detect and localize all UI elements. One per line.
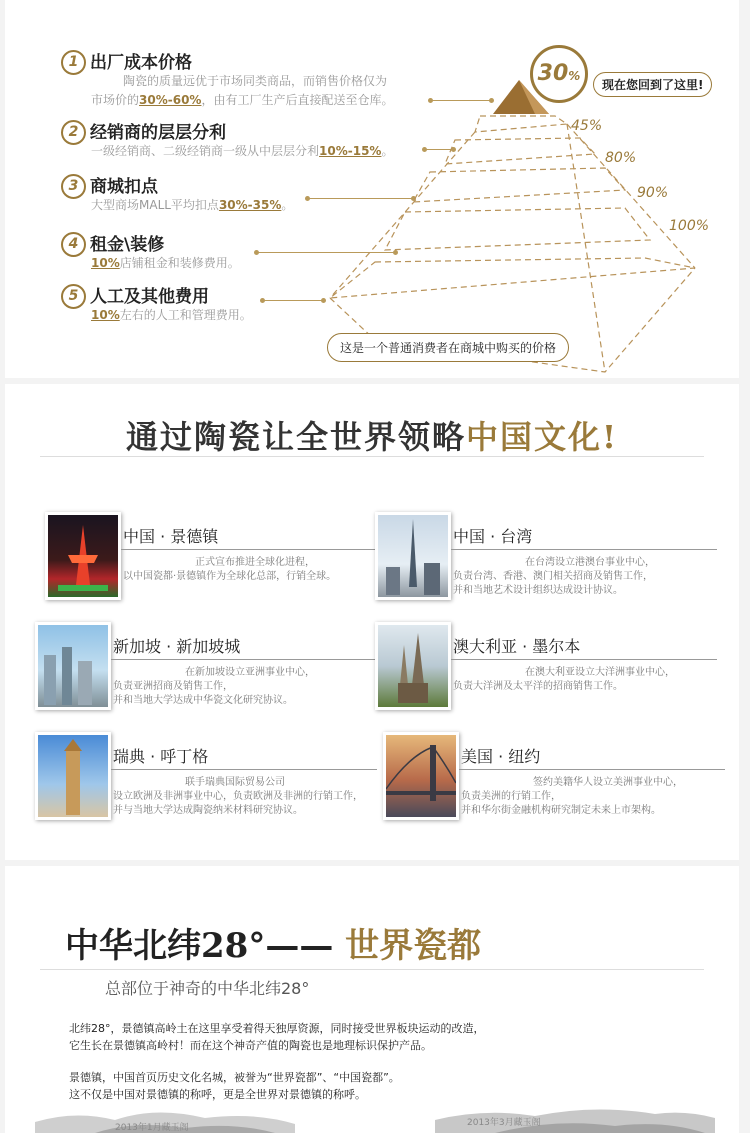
you-are-here-callout: 现在您回到了这里! [593,72,712,97]
step-desc: 10%左右的人工和管理费用。 [91,308,252,322]
pyramid-layer-4 [385,208,650,250]
location-singapore [35,622,365,722]
city-photo [45,512,121,600]
step-title: 人工及其他费用 [90,287,209,307]
location-desc: 在新加坡设立亚洲事业中心， 负责亚洲招商及销售工作， 并和当地大学达成中华瓷文化研究协议。 [113,667,315,706]
step-number: 3 [61,174,86,199]
price-badge: 30% [530,45,588,103]
city-photo [383,732,459,820]
step-number: 5 [61,284,86,309]
title-underline [451,549,717,550]
location-melbourne [375,622,705,722]
location-jingdezhen [45,512,375,612]
location-desc: 在台湾设立港澳台事业中心， 负责台湾、香港、澳门相关招商及销售工作， 并和当地艺术设计组织达成设计协议。 [453,557,655,596]
location-title: 瑞典 · 呼丁格 [113,747,209,766]
title-underline [459,769,725,770]
location-title: 美国 · 纽约 [461,747,541,766]
step-title: 经销商的层层分利 [90,123,226,143]
location-new-york [383,732,713,832]
location-title: 新加坡 · 新加坡城 [113,637,241,656]
location-title: 中国 · 景德镇 [123,527,219,546]
title-underline [111,769,377,770]
photo-caption: 2013年3月藏玉阁 [467,1118,541,1128]
level-label: 45% [571,118,603,134]
landscape-strip [35,1102,715,1133]
photo-caption: 2013年1月藏玉阁 [115,1123,189,1133]
title-underline [121,549,387,550]
location-desc: 在澳大利亚设立大洋洲事业中心， 负责大洋洲及太平洋的招商销售工作。 [453,667,675,692]
step-number: 1 [61,50,86,75]
pyramid-layer-1 [475,116,567,132]
city-photo [375,512,451,600]
capital-section [5,866,739,1133]
title-underline [451,659,717,660]
step-title: 租金\装修 [90,235,165,255]
step-desc: 市场价的30%-60%，由有工厂生产后直接配送至仓库。 [91,93,394,107]
global-section [5,384,739,860]
city-photo [375,622,451,710]
location-desc: 正式宣布推进全球化进程， 以中国瓷都·景德镇作为全球化总部，行销全球。 [123,557,337,582]
city-photo [35,622,111,710]
step-title: 出厂成本价格 [90,53,192,73]
section-title: 中华北纬28°—— 世界瓷都 [65,926,482,966]
location-desc: 签约美籍华人设立美洲事业中心， 负责美洲的行销工作， 并和华尔街金融机构研究制定未来上市架构。 [461,777,683,816]
level-label: 90% [637,185,669,201]
location-desc: 联手瑞典国际贸易公司 设立欧洲及非洲事业中心，负责欧洲及非洲的行销工作， 并与当地大学达成陶瓷纳米材料研究协议。 [113,777,363,816]
step-desc: 一级经销商、二级经销商一级从中层层分利10%-15%。 [91,144,394,158]
step-title: 商城扣点 [90,177,158,197]
pyramid-layer-2 [445,138,595,164]
intro-paragraph: 北纬28°，景德镇高岭土在这里享受着得天独厚资源，同时接受世界板块运动的改造， 它生长在景德镇高岭村！而在这个神奇产值的陶瓷也是地理标识保护产品。 [69,1022,485,1052]
divider [40,456,704,457]
pyramid-layer-5 [330,258,695,298]
divider [40,969,704,970]
consumer-price-callout: 这是一个普通消费者在商城中购买的价格 [327,333,569,362]
location-title: 澳大利亚 · 墨尔本 [453,637,581,656]
level-label: 80% [605,150,637,166]
step-desc: 陶瓷的质量远优于市场同类商品，而销售价格仅为 [123,74,388,88]
section-title: 通过陶瓷让全世界领略中国文化! [125,418,619,456]
pyramid-layer-3 [413,168,625,202]
step-desc: 10%店铺租金和装修费用。 [91,256,240,270]
intro-paragraph: 景德镇，中国首页历史文化名城，被誉为“世界瓷都”、“中国瓷都”。 这不仅是中国对景德镇的称呼，更是全世界对景德镇的称呼。 [69,1071,400,1101]
step-desc: 大型商场MALL平均扣点30%-35%。 [91,198,294,212]
step-number: 4 [61,232,86,257]
city-photo [35,732,111,820]
section-subtitle: 总部位于神奇的中华北纬28° [105,979,310,998]
cost-breakdown-section [5,0,739,378]
location-title: 中国 · 台湾 [453,527,533,546]
title-underline [111,659,377,660]
level-label: 100% [669,218,710,234]
location-sweden [35,732,365,832]
step-number: 2 [61,120,86,145]
location-taiwan [375,512,705,612]
